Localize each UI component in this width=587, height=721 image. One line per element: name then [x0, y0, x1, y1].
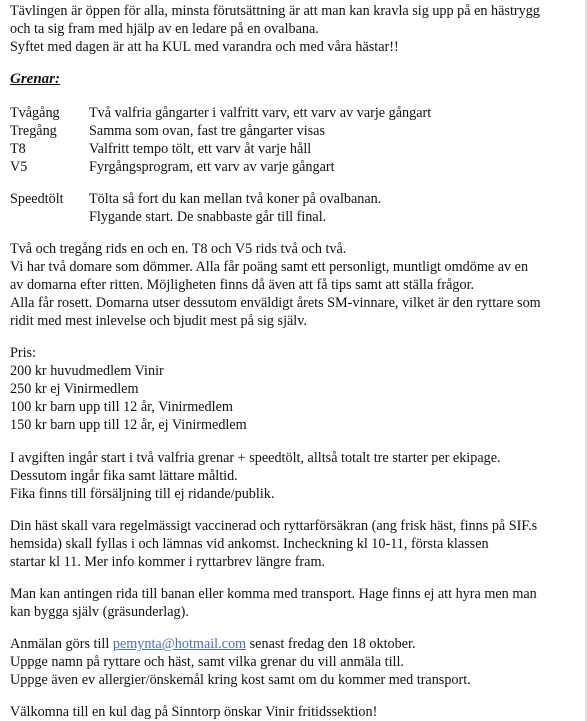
- fee-line-3: Fika finns till försäljning till ej ridande/publik.: [10, 486, 275, 502]
- fee-line-1: I avgiften ingår start i två valfria grenar + speedtölt, alltså totalt tre starter per ekipage.: [10, 450, 501, 466]
- closing-line: Välkomna till en kul dag på Sinntorp önskar Vinir fritidssektion!: [10, 704, 378, 720]
- registration-suffix: senast fredag den 18 oktober.: [246, 636, 416, 652]
- registration-line-2: Uppge namn på ryttare och häst, samt vilka grenar du vill anmäla till.: [10, 654, 404, 670]
- judging-line-2: Vi har två domare som dömmer. Alla får poäng samt ett personligt, muntligt omdöme av en: [10, 259, 529, 275]
- branch-desc-speedtolt: Tölta så fort du kan mellan två koner på ovalbanan.: [89, 191, 382, 207]
- judging-line-1: Två och tregång rids en och en. T8 och V5 rids två och två.: [10, 241, 347, 257]
- branch-desc: Två valfria gångarter i valfritt varv, ett varv av varje gångart: [89, 105, 432, 121]
- judging-line-3: av domarna efter ritten. Möjligheten finns då även att få tips samt att ställa frågor.: [10, 277, 475, 293]
- registration-prefix: Anmälan görs till: [10, 636, 113, 652]
- branch-desc-speedtolt-2: Flygande start. De snabbaste går till final.: [89, 209, 327, 225]
- branch-name-speedtolt: Speedtölt: [10, 191, 64, 207]
- price-item: 150 kr barn upp till 12 år, ej Vinirmedlem: [10, 417, 247, 433]
- grenar-heading: Grenar:: [10, 71, 61, 87]
- vaccination-line-3: startar kl 11. Mer info kommer i ryttarbrev längre fram.: [10, 554, 326, 570]
- branch-name: Tregång: [10, 123, 57, 139]
- branch-desc: Samma som ovan, fast tre gångarter visas: [89, 123, 325, 139]
- intro-line-2: och ta sig fram med hjälp av en ledare på en ovalbana.: [10, 21, 319, 37]
- branch-desc: Fyrgångsprogram, ett varv av varje gångart: [89, 159, 335, 175]
- transport-line-1: Man kan antingen rida till banan eller komma med transport. Hage finns ej att hyra men man: [10, 586, 537, 602]
- branch-desc: Valfritt tempo tölt, ett varv åt varje håll: [89, 141, 312, 157]
- price-item: 250 kr ej Vinirmedlem: [10, 381, 139, 397]
- price-item: 200 kr huvudmedlem Vinir: [10, 363, 164, 379]
- vaccination-line-2: hemsida) skall fyllas i och lämnas vid ankomst. Incheckning kl 10-11, första klassen: [10, 536, 489, 552]
- email-link[interactable]: pemynta@hotmail.com: [112, 636, 247, 652]
- fee-line-2: Dessutom ingår fika samt lättare måltid.: [10, 468, 238, 484]
- transport-line-2: kan bygga själv (gräsunderlag).: [10, 604, 189, 620]
- judging-line-4: Alla får rosett. Domarna utser dessutom enväldigt årets SM-vinnare, vilket är den ryttare som: [10, 295, 541, 311]
- branch-name: Tvågång: [10, 105, 60, 121]
- branch-name: V5: [10, 159, 28, 175]
- registration-line-3: Uppge även ev allergier/önskemål kring kost samt om du kommer med transport.: [10, 672, 471, 688]
- intro-line-1: Tävlingen är öppen för alla, minsta förutsättning är att man kan kravla sig upp på en hästrygg: [10, 3, 540, 19]
- vaccination-line-1: Din häst skall vara regelmässigt vaccinerad och ryttarförsäkran (ang frisk häst, finns på SIF.s: [10, 518, 538, 534]
- judging-line-5: ridit med mest inlevelse och bjudit mest på sig själv.: [10, 313, 307, 329]
- intro-line-3: Syftet med dagen är att ha KUL med varandra och med våra hästar!!: [10, 39, 399, 55]
- registration-line-1: [10, 635, 416, 653]
- price-item: 100 kr barn upp till 12 år, Vinirmedlem: [10, 399, 233, 415]
- pricing-heading: Pris:: [10, 345, 37, 361]
- branch-name: T8: [10, 141, 26, 157]
